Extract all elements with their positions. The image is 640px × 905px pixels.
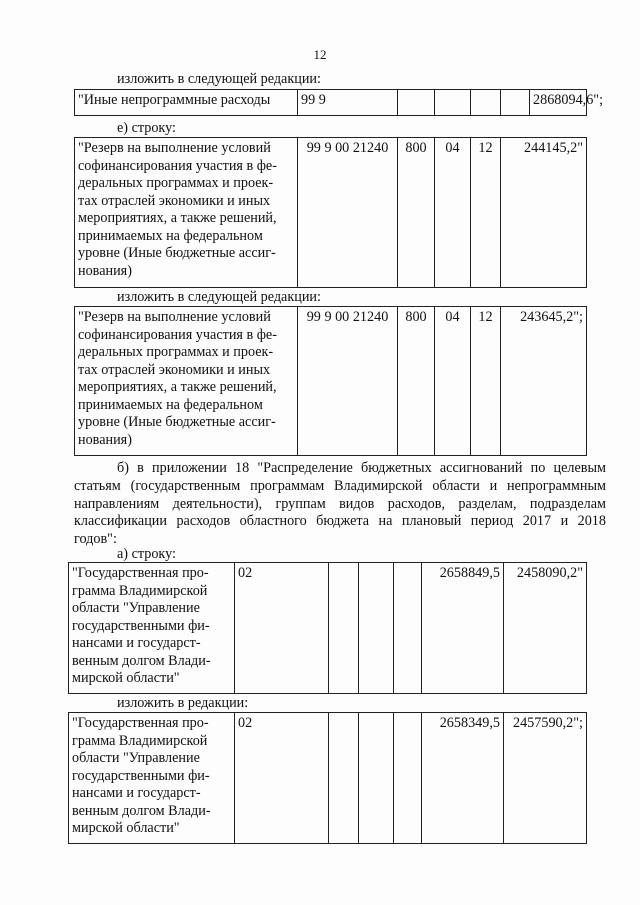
amount-2017-cell: 2658349,5 <box>422 713 504 844</box>
subsection-cell: 12 <box>471 307 501 456</box>
empty-cell <box>398 90 435 116</box>
table-other-expenses <box>74 89 604 116</box>
empty-cell <box>471 90 501 116</box>
empty-cell <box>359 713 394 844</box>
table-program-revised <box>68 712 587 844</box>
table-reserve-original <box>74 137 587 288</box>
instruction-label-3: изложить в следующей редакции: <box>117 289 321 305</box>
paragraph-line: годов": <box>74 531 117 548</box>
program-name-cell: "Государственная про- грамма Владимирской области "Управление государственными фи- нансами и государст- венным долгом Влади- мирской области" <box>69 563 235 694</box>
table-program-original <box>68 562 587 694</box>
section-cell: 04 <box>435 307 471 456</box>
expense-name-cell: "Иные непрограммные расходы <box>75 90 298 116</box>
empty-cell <box>501 90 530 116</box>
program-name-cell: "Государственная про- грамма Владимирской области "Управление государственными фи- нансами и государст- венным долгом Влади- мирской области" <box>69 713 235 844</box>
amount-2018-cell: 2457590,2"; <box>504 713 587 844</box>
expense-name-cell: "Резерв на выполнение условий софинансирования участия в фе- деральных программах и проек- тах отраслей экономики и иных мероприятиях, а также решений, принимаемых на федеральном уровне (Иные бюджетные ассиг- нования) <box>75 138 298 288</box>
paragraph-line: б) в приложении 18 "Распределение бюджетных ассигнований по целевым <box>117 460 606 476</box>
empty-cell <box>394 563 422 694</box>
amount-2018-cell: 2458090,2" <box>504 563 587 694</box>
table-reserve-revised <box>74 306 587 456</box>
paragraph-line: статьям (государственным программам Владимирской области и непрограммным <box>74 477 606 494</box>
empty-cell <box>435 90 471 116</box>
table-row <box>75 90 587 116</box>
section-cell: 04 <box>435 138 471 288</box>
target-code-cell: 99 9 <box>298 90 398 116</box>
target-code-cell: 02 <box>235 713 329 844</box>
empty-cell <box>329 563 359 694</box>
instruction-label-4: а) строку: <box>117 546 176 562</box>
amount-2017-cell: 2658849,5 <box>422 563 504 694</box>
paragraph-line: направлениям деятельности), группам видов расходов, разделам, подразделам <box>74 495 606 512</box>
empty-cell <box>394 713 422 844</box>
subsection-cell: 12 <box>471 138 501 288</box>
amount-cell: 2868094,6"; <box>530 90 587 116</box>
target-code-cell: 99 9 00 21240 <box>298 138 398 288</box>
empty-cell <box>329 713 359 844</box>
table-row <box>69 563 587 694</box>
target-code-cell: 02 <box>235 563 329 694</box>
expense-type-cell: 800 <box>398 307 435 456</box>
amount-cell: 243645,2"; <box>501 307 587 456</box>
table-row <box>75 138 587 288</box>
instruction-label-2: е) строку: <box>117 120 176 136</box>
empty-cell <box>359 563 394 694</box>
table-row <box>75 307 587 456</box>
body-paragraph <box>74 460 606 549</box>
expense-type-cell: 800 <box>398 138 435 288</box>
instruction-label-5: изложить в редакции: <box>117 695 249 711</box>
paragraph-line: классификации расходов областного бюджета на плановый период 2017 и 2018 <box>74 513 606 530</box>
page-number: 12 <box>313 47 327 62</box>
instruction-label-1: изложить в следующей редакции: <box>117 71 321 87</box>
target-code-cell: 99 9 00 21240 <box>298 307 398 456</box>
amount-cell: 244145,2" <box>501 138 587 288</box>
expense-name-cell: "Резерв на выполнение условий софинансирования участия в фе- деральных программах и проек- тах отраслей экономики и иных мероприятиях, а также решений, принимаемых на федеральном уровне (Иные бюджетные ассиг- нования) <box>75 307 298 456</box>
table-row <box>69 713 587 844</box>
